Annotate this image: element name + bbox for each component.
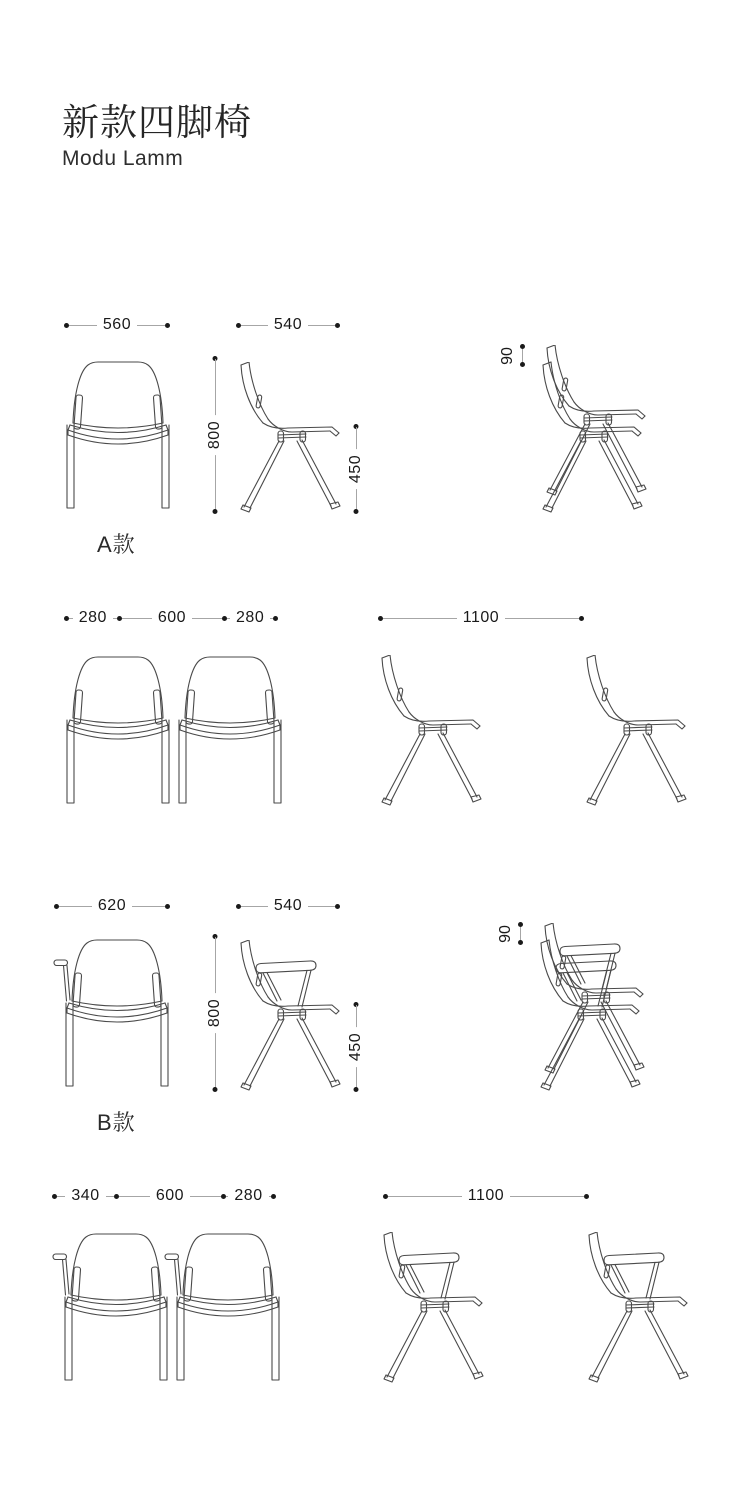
dim-a-pair-seg2-label: 600 xyxy=(157,609,187,626)
dim-dot xyxy=(165,323,170,328)
dim-line xyxy=(505,618,579,619)
chair-b-pair-front-right-illustration xyxy=(164,1231,283,1384)
dim-line-vertical xyxy=(518,922,523,945)
dim-line xyxy=(132,906,165,907)
section-b-label: B款 xyxy=(97,1110,136,1135)
dim-line xyxy=(69,325,97,326)
dim-dot xyxy=(213,509,218,514)
dim-b-pair-seg3-label: 280 xyxy=(234,1187,263,1204)
chair-b-pair-side-left-illustration xyxy=(377,1232,485,1383)
dim-line xyxy=(383,618,457,619)
chair-b-pair-side-right-illustration xyxy=(582,1232,690,1383)
chair-b-stacked-view-illustration xyxy=(534,923,646,1091)
dim-line xyxy=(520,927,521,940)
dim-line xyxy=(522,349,523,362)
dim-b-side-depth-label: 540 xyxy=(273,897,303,914)
dim-b-pair-seg1-label: 340 xyxy=(71,1187,100,1204)
dim-a-pair-seg1-label: 280 xyxy=(78,609,107,626)
dim-dot xyxy=(354,509,359,514)
dim-a-side-depth-label: 540 xyxy=(273,316,303,333)
dim-line xyxy=(190,1196,221,1197)
chair-a-pair-side-right-illustration xyxy=(580,655,688,806)
dim-a-back-height xyxy=(208,356,222,514)
chair-b-side-view-illustration xyxy=(234,940,342,1091)
dim-line xyxy=(241,325,268,326)
dim-dot xyxy=(520,362,525,367)
dim-a-side-depth xyxy=(236,318,340,332)
page-title: 新款四脚椅 xyxy=(62,102,252,143)
dim-b-back-height xyxy=(208,934,222,1092)
dim-b-seat-height xyxy=(349,1002,363,1092)
dim-a-back-height-label: 800 xyxy=(207,415,223,455)
dim-line-vertical xyxy=(520,344,525,367)
section-a-label: A款 xyxy=(97,532,136,557)
dim-b-front-width-label: 620 xyxy=(97,897,127,914)
dim-a-front-width xyxy=(64,318,170,332)
dim-a-seat-height xyxy=(349,424,363,514)
dim-a-stack-pitch-label: 90 xyxy=(499,346,516,365)
dim-b-pair-total-depth-label: 1100 xyxy=(467,1187,505,1204)
chair-a-stacked-view-illustration xyxy=(536,345,648,513)
dim-line xyxy=(192,618,222,619)
dim-segment xyxy=(226,1188,271,1204)
dim-dot xyxy=(335,323,340,328)
dim-segment xyxy=(122,610,223,626)
dim-dot xyxy=(354,1087,359,1092)
dim-line xyxy=(510,1196,584,1197)
chair-b-front-view-illustration xyxy=(53,937,172,1090)
dim-line xyxy=(308,906,335,907)
dim-line xyxy=(308,325,335,326)
dim-dot xyxy=(271,1194,276,1199)
header xyxy=(62,102,252,171)
dim-line xyxy=(119,1196,150,1197)
dim-line xyxy=(106,1196,114,1197)
chair-a-pair-front-right-illustration xyxy=(175,654,285,807)
dim-line xyxy=(59,906,92,907)
dim-a-front-width-label: 560 xyxy=(102,316,132,333)
dim-a-stack-pitch xyxy=(498,344,525,367)
dim-line xyxy=(137,325,165,326)
dim-b-pair-total-depth xyxy=(383,1189,589,1203)
dim-line xyxy=(241,906,268,907)
chair-a-front-view-illustration xyxy=(63,359,173,512)
dim-b-pair-seg2-label: 600 xyxy=(155,1187,185,1204)
chair-b-pair-front-left-illustration xyxy=(52,1231,171,1384)
dim-segment xyxy=(227,610,273,626)
chair-a-side-view-illustration xyxy=(234,362,342,513)
dim-dot xyxy=(579,616,584,621)
dim-segment xyxy=(119,1188,221,1204)
dim-line xyxy=(57,1196,65,1197)
page-subtitle: Modu Lamm xyxy=(62,146,184,170)
dim-a-pair-seg3-label: 280 xyxy=(236,609,265,626)
dim-dot xyxy=(213,1087,218,1092)
dim-line xyxy=(122,618,152,619)
dim-b-front-width xyxy=(54,899,170,913)
dim-b-side-depth xyxy=(236,899,340,913)
dim-b-back-height-label: 800 xyxy=(207,993,223,1033)
dim-a-pair-total-depth xyxy=(378,611,584,625)
dim-b-pair-widths xyxy=(52,1189,276,1203)
dim-dot xyxy=(518,940,523,945)
dim-a-pair-widths xyxy=(64,611,278,625)
dim-dot xyxy=(165,904,170,909)
dim-a-pair-total-depth-label: 1100 xyxy=(462,609,500,626)
dim-b-stack-pitch-label: 90 xyxy=(497,924,514,943)
dim-b-stack-pitch xyxy=(496,922,523,945)
chair-a-pair-front-left-illustration xyxy=(63,654,173,807)
dim-a-seat-height-label: 450 xyxy=(348,449,364,489)
dim-dot xyxy=(273,616,278,621)
dim-b-seat-height-label: 450 xyxy=(348,1027,364,1067)
dim-line xyxy=(388,1196,462,1197)
dim-segment xyxy=(69,610,117,626)
chair-a-pair-side-left-illustration xyxy=(375,655,483,806)
dim-dot xyxy=(335,904,340,909)
dim-dot xyxy=(584,1194,589,1199)
dim-segment xyxy=(57,1188,114,1204)
